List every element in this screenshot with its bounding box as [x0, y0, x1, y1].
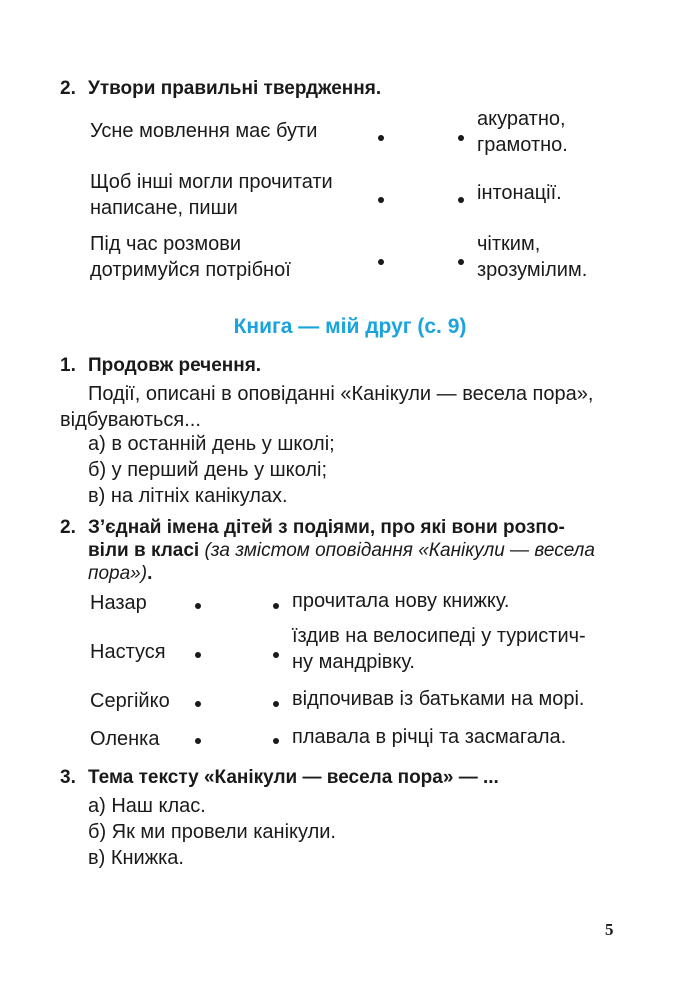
- event-3: відпочивав із батьками на морі.: [292, 688, 585, 710]
- statement-line: написане, пиши: [90, 197, 238, 219]
- task-title-line: З’єднай імена дітей з подіями, про які вони розпо-: [88, 517, 565, 538]
- match-dot[interactable]: [378, 259, 384, 265]
- section-heading: Книга — мій друг (с. 9): [233, 315, 467, 338]
- match-dot[interactable]: [195, 701, 201, 707]
- task-number: 1.: [60, 355, 76, 376]
- match-dot[interactable]: [378, 135, 384, 141]
- statement-line: чітким,: [477, 233, 541, 255]
- task-1-question-cont: [60, 407, 201, 433]
- statement-line: інтонації.: [477, 182, 562, 204]
- statement-line: грамотно.: [477, 134, 568, 156]
- event-2: [292, 623, 586, 675]
- statement-line: акуратно,: [477, 108, 566, 130]
- task-1-question: [88, 381, 593, 407]
- statement-left-3: [90, 231, 291, 283]
- statement-line: зрозумілим.: [477, 259, 588, 281]
- statement-line: дотримуйся потрібної: [90, 259, 291, 281]
- event-line: їздив на велосипеді у туристич-: [292, 625, 586, 647]
- match-dot[interactable]: [458, 259, 464, 265]
- match-dot[interactable]: [273, 603, 279, 609]
- match-dot[interactable]: [195, 652, 201, 658]
- option-item[interactable]: а) Наш клас.: [88, 795, 206, 817]
- statement-line: Усне мовлення має бути: [90, 120, 318, 142]
- task-3-options: [88, 793, 336, 871]
- match-dot[interactable]: [273, 652, 279, 658]
- task-title: Тема тексту «Канікули — весела пора» — ...: [88, 767, 499, 788]
- task-1-title: [60, 353, 261, 379]
- question-line: Події, описані в оповіданні «Канікули — весела пора»,: [88, 383, 594, 405]
- task-number: 3.: [60, 767, 76, 788]
- statement-right-2: [477, 180, 562, 206]
- event-1: прочитала нову книжку.: [292, 590, 510, 612]
- option-item[interactable]: б) Як ми провели канікули.: [88, 821, 336, 843]
- task-title-line: віли в класі: [88, 540, 200, 561]
- statement-right-3: [477, 231, 587, 283]
- name-nastusia: Настуся: [90, 641, 166, 663]
- name-serhiiko: Сергійко: [90, 690, 170, 712]
- statement-line: Під час розмови: [90, 233, 242, 255]
- event-4: плавала в річці та засмагала.: [292, 726, 567, 748]
- option-item[interactable]: в) Книжка.: [88, 847, 184, 869]
- task-3-title: [60, 765, 499, 791]
- task-1-options: [88, 431, 335, 509]
- statement-left-1: [90, 118, 317, 144]
- name-nazar: Назар: [90, 592, 147, 614]
- match-dot[interactable]: [273, 738, 279, 744]
- event-line: ну мандрівку.: [292, 651, 415, 673]
- match-dot[interactable]: [458, 135, 464, 141]
- match-dot[interactable]: [378, 197, 384, 203]
- name-olenka: Оленка: [90, 728, 160, 750]
- task-number: 2.: [60, 517, 76, 538]
- task-title: Продовж речення.: [88, 355, 262, 376]
- statement-line: Щоб інші могли прочитати: [90, 171, 333, 193]
- option-item[interactable]: б) у перший день у школі;: [88, 459, 327, 481]
- option-item[interactable]: а) в останній день у школі;: [88, 433, 335, 455]
- match-dot[interactable]: [458, 197, 464, 203]
- task-note-end: .: [147, 563, 153, 584]
- statement-right-1: [477, 106, 568, 158]
- task-2b-title: [60, 516, 595, 585]
- match-dot[interactable]: [273, 701, 279, 707]
- task-note-line: пора»): [88, 563, 148, 584]
- task-title: Утвори правильні твердження.: [88, 78, 382, 99]
- task-2a-title: [60, 76, 381, 102]
- option-item[interactable]: в) на літніх канікулах.: [88, 485, 288, 507]
- match-dot[interactable]: [195, 738, 201, 744]
- statement-left-2: [90, 169, 333, 221]
- match-dot[interactable]: [195, 603, 201, 609]
- task-number: 2.: [60, 78, 76, 99]
- task-note-line: (за змістом оповідання «Канікули — весела: [204, 540, 595, 561]
- question-line: відбуваються...: [60, 409, 201, 431]
- page-number: 5: [605, 920, 614, 939]
